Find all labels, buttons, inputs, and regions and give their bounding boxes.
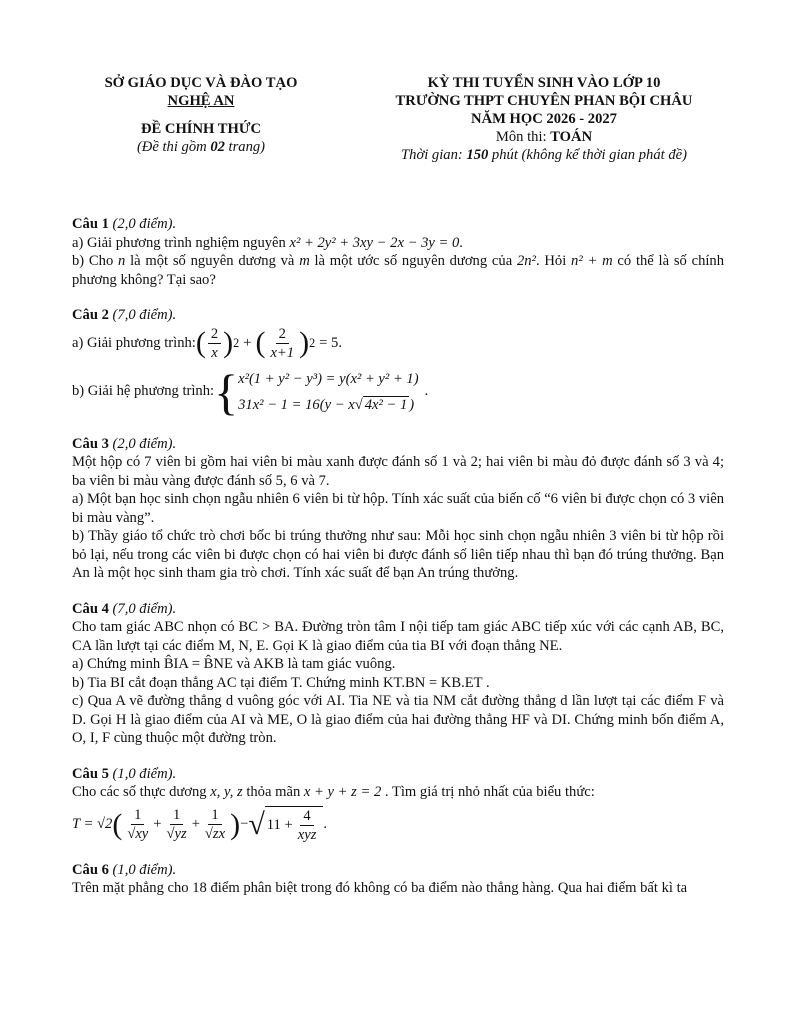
department-name: SỞ GIÁO DỤC VÀ ĐÀO TẠO	[104, 75, 298, 91]
page-count: (Đề thi gồm 02 trang)	[136, 139, 266, 155]
question-1b: b) Cho n là một số nguyên dương và m là một ước số nguyên dương của 2n². Hỏi n² + m có thể là số chính phương không? Tại sao?	[72, 253, 725, 288]
question-4c: c) Qua A vẽ đường thẳng d vuông góc với AI. Tia NE và tia NM cắt đường thẳng d lần lượt tại các điểm F và D. Gọi H là giao điểm của AI và ME, O là giao điểm của hai đường thẳng HF và DI. Chứng minh bốn điểm A, O, I, F cùng thuộc một đường tròn.	[72, 693, 724, 746]
expression-T: T = √2 ( $\frac{1}{√xy}$ + $\frac{1}{√yz}$ + $\frac{1}{√zx}$ ) − √ 11 + $\frac{4}{\text{xyz}}$ .	[72, 807, 328, 843]
province-name: NGHỆ AN	[167, 93, 235, 109]
question-title: Câu 2	[72, 307, 109, 323]
question-6-intro: Trên mặt phẳng cho 18 điểm phân biệt trong đó không có ba điểm nào thẳng hàng. Qua hai điểm bất kì ta	[72, 880, 688, 896]
question-title: Câu 5	[72, 765, 109, 782]
time-line: Thời gian: 150 phút (không kể thời gian phát đề)	[401, 147, 687, 163]
question-3b: b) Thầy giáo tổ chức trò chơi bốc bi trúng thưởng như sau: Mỗi học sinh chọn ngẫu nhiên 3 viên bi từ hộp rồi bỏ lại, nếu trong các viên bi được chọn có hai viên bi được đánh số liên tiếp nhau thì bạn đó trúng thưởng. Bạn An là một học sinh tham gia trò chơi. Tính xác suất để bạn An trúng thưởng.	[72, 528, 724, 581]
question-2: Câu 2 (7,0 điểm). a) Giải phương trình: ( $\frac{2}{x}$ ) 2 + ( $\frac{2}{x+1}$ ) 2 = 5. b) Giải hệ phương trình: { x²(1 + y² − y³) = y(x² + y² + 1) 31x² − 1 = 16(y − x√ 4x² − 1 ) .	[72, 306, 724, 418]
header-left	[68, 74, 334, 156]
question-1a: a) Giải phương trình nghiệm nguyên x² + 2y² + 3xy − 2x − 3y = 0.	[72, 234, 463, 251]
header-right	[360, 74, 728, 164]
question-title: Câu 1	[72, 216, 109, 232]
question-5-intro: Cho các số thực dương x, y, z thỏa mãn x + y + z = 2 . Tìm giá trị nhỏ nhất của biểu thức:	[72, 784, 595, 800]
question-4b: b) Tia BI cắt đoạn thẳng AC tại điểm T. Chứng minh KT.BN = KB.ET .	[72, 674, 490, 691]
question-4a: a) Chứng minh B̂IA = B̂NE và AKB là tam giác vuông.	[72, 656, 396, 672]
question-title: Câu 3	[72, 435, 109, 452]
school-name: TRƯỜNG THPT CHUYÊN PHAN BỘI CHÂU	[395, 93, 693, 109]
exam-title: KỲ THI TUYỂN SINH VÀO LỚP 10	[427, 75, 661, 91]
question-title: Câu 4	[72, 600, 109, 617]
question-4: Câu 4 (7,0 điểm). Cho tam giác ABC nhọn có BC > BA. Đường tròn tâm I nội tiếp tam giác ABC tiếp xúc với các cạnh AB, BC, CA lần lượt tại các điểm M, N, E. Gọi K là giao điểm của tia BI với đoạn thẳng NE. a) Chứng minh B̂IA = B̂NE và AKB là tam giác vuông. b) Tia BI cắt đoạn thẳng AC tại điểm T. Chứng minh KT.BN = KB.ET . c) Qua A vẽ đường thẳng d vuông góc với AI. Tia NE và tia NM cắt đường thẳng d lần lượt tại các điểm F và D. Gọi H là giao điểm của AI và ME, O là giao điểm của hai đường thẳng HF và DI. Chứng minh bốn điểm A, O, I, F cùng thuộc một đường tròn.	[72, 600, 724, 746]
question-2b: b) Giải hệ phương trình: { x²(1 + y² − y³) = y(x² + y² + 1) 31x² − 1 = 16(y − x√ 4x² − 1 ) .	[72, 363, 429, 420]
fraction: $\frac{2}{x+1}$	[270, 325, 295, 361]
question-3a: a) Một bạn học sinh chọn ngẫu nhiên 6 viên bi từ hộp. Tính xác suất của biến cố “6 viên bi được chọn có 3 viên bi màu vàng”.	[72, 491, 724, 526]
fraction: $\frac{2}{x}$	[208, 325, 221, 362]
school-year: NĂM HỌC 2026 - 2027	[471, 111, 617, 127]
subject-line: Môn thi: TOÁN	[495, 129, 593, 145]
question-4-intro: Cho tam giác ABC nhọn có BC > BA. Đường tròn tâm I nội tiếp tam giác ABC tiếp xúc với các cạnh AB, BC, CA lần lượt tại các điểm M, N, E. Gọi K là giao điểm của tia BI với đoạn thẳng NE.	[72, 619, 724, 654]
question-5: Câu 5 (1,0 điểm). Cho các số thực dương x, y, z thỏa mãn x + y + z = 2 . Tìm giá trị nhỏ nhất của biểu thức: T = √2 ( $\frac{1}{√xy}$ + $\frac{1}{√yz}$ + $\frac{1}{√zx}$ ) − √ 11 + $\frac{4}{\text{xyz}}$ .	[72, 765, 724, 844]
question-3: Câu 3 (2,0 điểm). Một hộp có 7 viên bi gồm hai viên bi màu xanh được đánh số 1 và 2; hai viên bi màu đỏ được đánh số 3 và 4; ba viên bi màu vàng được đánh số 5, 6 và 7. a) Một bạn học sinh chọn ngẫu nhiên 6 viên bi từ hộp. Tính xác suất của biến cố “6 viên bi được chọn có 3 viên bi màu vàng”. b) Thầy giáo tổ chức trò chơi bốc bi trúng thưởng như sau: Mỗi học sinh chọn ngẫu nhiên 3 viên bi từ hộp rồi bỏ lại, nếu trong các viên bi được chọn có hai viên bi được đánh số liên tiếp nhau thì bạn đó trúng thưởng. Bạn An là một học sinh tham gia trò chơi. Tính xác suất để bạn An trúng thưởng.	[72, 435, 724, 581]
fraction: $\frac{1}{√yz}$	[166, 807, 187, 842]
equation-system: { x²(1 + y² − y³) = y(x² + y² + 1) 31x² − 1 = 16(y − x√ 4x² − 1 )	[214, 363, 419, 420]
question-3-intro: Một hộp có 7 viên bi gồm hai viên bi màu xanh được đánh số 1 và 2; hai viên bi màu đỏ được đánh số 3 và 4; ba viên bi màu vàng được đánh số 5, 6 và 7.	[72, 454, 724, 489]
fraction: $\frac{1}{√zx}$	[204, 807, 226, 842]
fraction: $\frac{4}{\text{xyz}}$	[297, 807, 317, 843]
question-1: Câu 1 (2,0 điểm). a) Giải phương trình nghiệm nguyên x² + 2y² + 3xy − 2x − 3y = 0. b) Cho n là một số nguyên dương và m là một ước số nguyên dương của 2n². Hỏi n² + m có thể là số chính phương không? Tại sao?	[72, 216, 725, 288]
question-title: Câu 6	[72, 861, 109, 878]
official-label: ĐỀ CHÍNH THỨC	[140, 121, 261, 137]
fraction: $\frac{1}{√xy}$	[127, 807, 149, 842]
exam-content	[72, 215, 724, 915]
question-2a: a) Giải phương trình: ( $\frac{2}{x}$ ) 2 + ( $\frac{2}{x+1}$ ) 2 = 5.	[72, 325, 342, 361]
question-6: Câu 6 (1,0 điểm). Trên mặt phẳng cho 18 điểm phân biệt trong đó không có ba điểm nào thẳng hàng. Qua hai điểm bất kì ta	[72, 861, 724, 898]
